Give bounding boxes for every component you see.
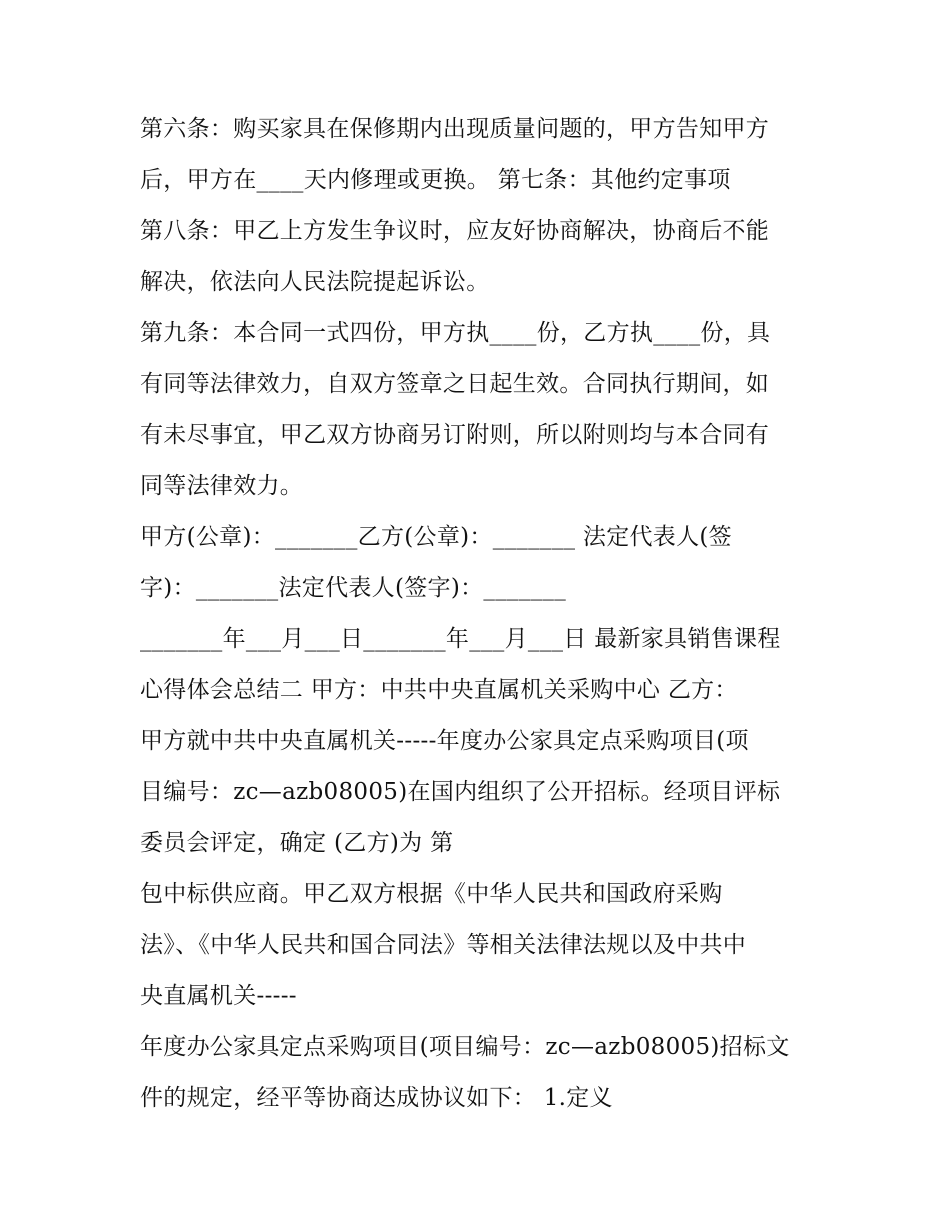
text-line-body: 央直属机关----- xyxy=(140,983,297,1009)
text-line-body: 甲方就中共中央直属机关-----年度办公家具定点采购项目(项 xyxy=(140,728,749,754)
text-line-signature-rep: 字)：_______法定代表人(签字)：_______ xyxy=(140,575,567,601)
text-line-article-9-cont: 有同等法律效力，自双方签章之日起生效。合同执行期间，如 xyxy=(140,371,770,397)
text-line-article-8: 第八条：甲乙上方发生争议时，应友好协商解决，协商后不能 xyxy=(140,218,770,244)
text-line-signature-party: 甲方(公章)：_______乙方(公章)：_______ 法定代表人(签 xyxy=(140,524,732,550)
text-line-body: 委员会评定，确定 (乙方)为 第 xyxy=(140,830,454,856)
text-line-article-8-cont: 解决，依法向人民法院提起诉讼。 xyxy=(140,269,490,295)
text-line-body: 目编号：zc—azb08005)在国内组织了公开招标。经项目评标 xyxy=(140,779,781,805)
text-line-article-9: 第九条：本合同一式四份，甲方执____份，乙方执____份，具 xyxy=(140,320,771,346)
text-line-article-6-7: 后，甲方在____天内修理或更换。 第七条：其他约定事项 xyxy=(140,167,731,193)
text-line-second-contract-heading: 心得体会总结二 甲方：中共中央直属机关采购中心 乙方： xyxy=(140,677,738,703)
text-line-article-9-cont: 有未尽事宜，甲乙双方协商另订附则，所以附则均与本合同有 xyxy=(140,422,770,448)
text-line-body: 包中标供应商。甲乙双方根据《中华人民共和国政府采购 xyxy=(140,881,723,907)
text-line-body: 件的规定，经平等协商达成协议如下： 1.定义 xyxy=(140,1085,613,1111)
text-line-body: 法》、《中华人民共和国合同法》等相关法律法规以及中共中 xyxy=(140,932,747,958)
text-line-date: _______年___月___日_______年___月___日 最新家具销售课程 xyxy=(140,626,781,652)
text-line-article-6: 第六条：购买家具在保修期内出现质量问题的，甲方告知甲方 xyxy=(140,116,770,142)
text-line-article-9-end: 同等法律效力。 xyxy=(140,473,304,499)
text-line-body: 年度办公家具定点采购项目(项目编号：zc—azb08005)招标文 xyxy=(140,1034,790,1060)
